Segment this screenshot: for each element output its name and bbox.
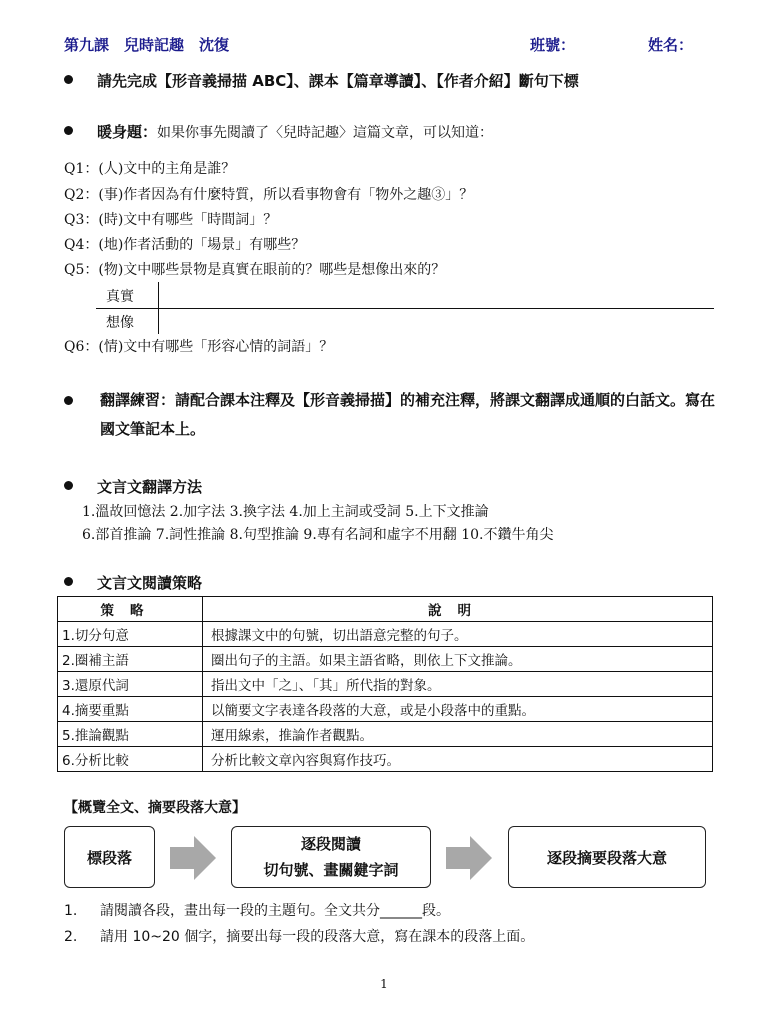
strategy-cell: 3.還原代詞: [58, 672, 203, 697]
warmup-label: 暖身題：: [97, 123, 158, 141]
strategy-cell: 5.推論觀點: [58, 722, 203, 747]
strategy-cell: 2.圈補主語: [58, 647, 203, 672]
arrow-right-icon: [170, 836, 216, 880]
table-row: [58, 622, 713, 647]
translation-bullet: [64, 386, 724, 444]
methods-line-1: 1.溫故回憶法 2.加字法 3.換字法 4.加上主詞或受詞 5.上下文推論: [82, 504, 489, 520]
description-header: 說明: [203, 597, 713, 622]
task-item-2: [64, 926, 534, 946]
strategy-bullet: [64, 572, 202, 593]
table-row: [58, 747, 713, 772]
bullet-dot-icon: [64, 126, 73, 135]
flow-step-summarize: [508, 826, 706, 888]
strategy-header: 策略: [58, 597, 203, 622]
question-q2: Q2：(事)作者因為有什麼特質，所以看事物會有「物外之趣③」？: [64, 187, 474, 203]
lesson-title: 第九課 兒時記趣 沈復: [64, 36, 230, 54]
table-row-divider: [96, 308, 714, 309]
question-q1: Q1：(人)文中的主角是誰？: [64, 161, 236, 177]
description-cell: 分析比較文章內容與寫作技巧。: [203, 747, 713, 772]
bullet-dot-icon: [64, 481, 73, 490]
question-q4: Q4：(地)作者活動的「場景」有哪些？: [64, 237, 306, 253]
real-label: 真實: [106, 289, 134, 305]
arrow-right-icon: [446, 836, 492, 880]
table-row: [58, 672, 713, 697]
warmup-intro: 如果你事先閱讀了〈兒時記趣〉這篇文章，可以知道：: [157, 125, 494, 141]
bullet-dot-icon: [64, 75, 73, 84]
page-header: [64, 34, 704, 54]
strategy-cell: 4.摘要重點: [58, 697, 203, 722]
description-cell: 圈出句子的主語。如果主語省略，則依上下文推論。: [203, 647, 713, 672]
description-cell: 以簡要文字表達各段落的大意，或是小段落中的重點。: [203, 697, 713, 722]
bullet-dot-icon: [64, 396, 73, 405]
table-row: [58, 722, 713, 747]
task-item-1: [64, 900, 450, 920]
page-number: 1: [380, 977, 388, 991]
flow-step-2-line-1: 逐段閱讀: [300, 835, 361, 853]
flow-step-3-label: 逐段摘要段落大意: [546, 848, 667, 867]
question-q3: Q3：(時)文中有哪些「時間詞」？: [64, 212, 278, 228]
class-number-label: 班號：: [530, 36, 576, 54]
imagined-label: 想像: [106, 315, 134, 331]
flow-step-1-label: 標段落: [86, 848, 132, 867]
table-row: [58, 647, 713, 672]
bullet-dot-icon: [64, 577, 73, 586]
table-row: [58, 697, 713, 722]
warmup-bullet: [64, 121, 493, 142]
flow-step-mark-paragraphs: [64, 826, 155, 888]
description-cell: 指出文中「之」、「其」所代指的對象。: [203, 672, 713, 697]
strategy-cell: 6.分析比較: [58, 747, 203, 772]
description-cell: 運用線索，推論作者觀點。: [203, 722, 713, 747]
methods-line-2: 6.部首推論 7.詞性推論 8.句型推論 9.專有名詞和虛字不用翻 10.不鑽牛角尖: [82, 527, 554, 543]
instruction-text: 請先完成【形音義掃描 ABC】、課本【篇章導讀】、【作者介紹】斷句下標: [97, 72, 579, 90]
task-text: 請用 10~20 個字，摘要出每一段的段落大意，寫在課本的段落上面。: [100, 929, 535, 945]
strategy-cell: 1.切分句意: [58, 622, 203, 647]
instruction-bullet: [64, 70, 579, 91]
flow-step-2-line-2: 切句號、畫關鍵字詞: [263, 861, 399, 879]
overview-title: 【概覽全文、摘要段落大意】: [64, 800, 246, 816]
task-text: 請閱讀各段，畫出每一段的主題句。全文共分______段。: [100, 903, 450, 919]
translation-text: 翻譯練習：請配合課本注釋及【形音義掃描】的補充注釋，將課文翻譯成通順的白話文。寫在國文筆記本上。: [100, 391, 716, 438]
strategy-table: [57, 596, 713, 772]
strategy-title: 文言文閱讀策略: [97, 574, 203, 592]
methods-bullet: [64, 476, 202, 497]
description-cell: 根據課文中的句號，切出語意完整的句子。: [203, 622, 713, 647]
student-name-label: 姓名：: [648, 36, 694, 54]
table-header-row: [58, 597, 713, 622]
q5-answer-table: [96, 282, 714, 334]
task-number: 2.: [64, 929, 78, 945]
flow-step-read-paragraphs: [231, 826, 431, 888]
question-q5: Q5：(物)文中哪些景物是真實在眼前的？哪些是想像出來的？: [64, 262, 446, 278]
question-q6: Q6：(情)文中有哪些「形容心情的詞語」？: [64, 339, 334, 355]
methods-title: 文言文翻譯方法: [97, 478, 203, 496]
task-number: 1.: [64, 903, 78, 919]
